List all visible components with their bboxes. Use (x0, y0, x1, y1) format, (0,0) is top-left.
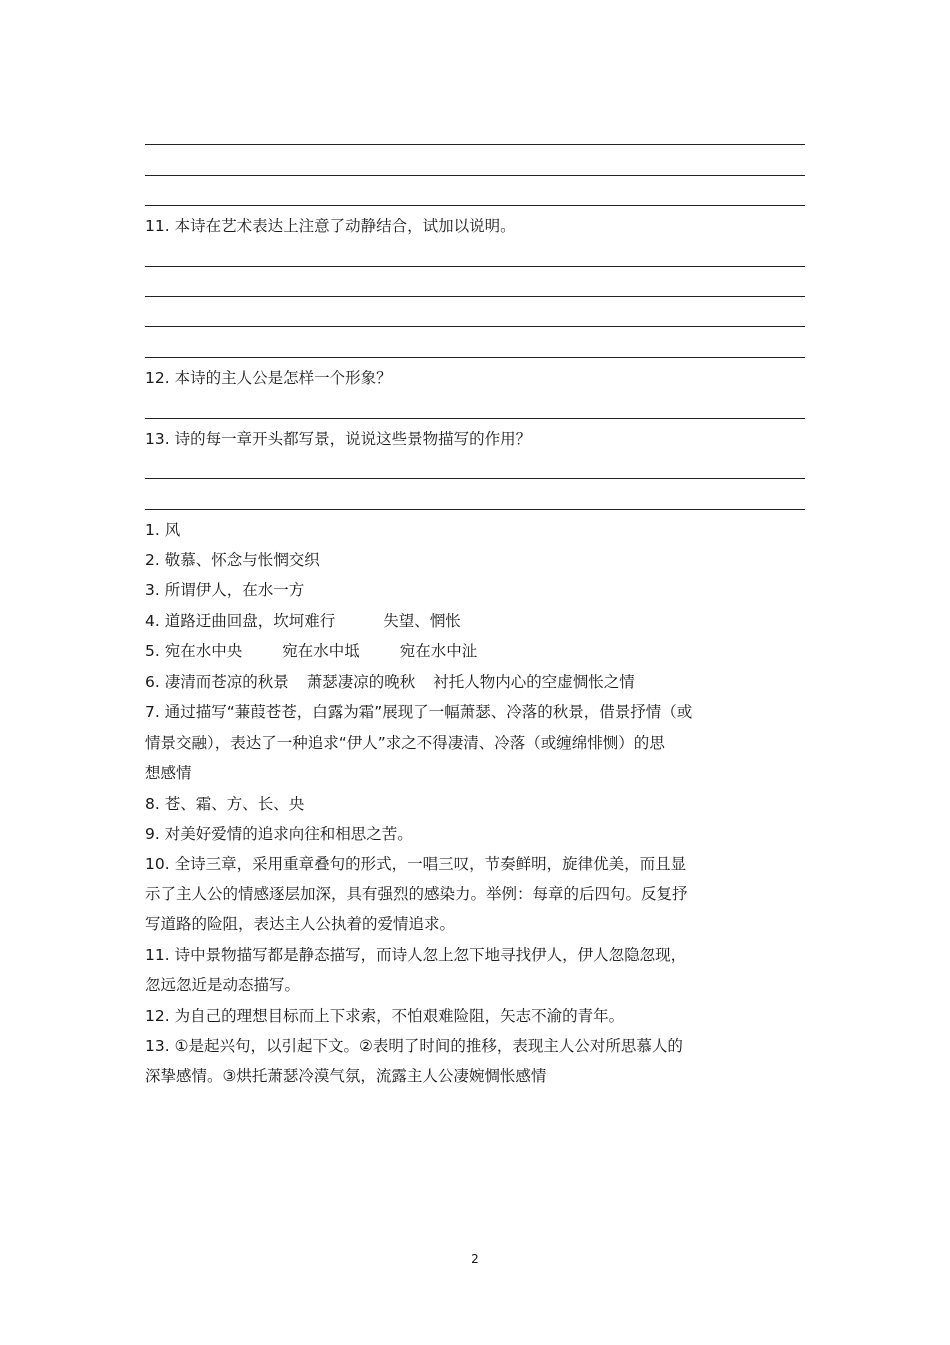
answer-line (145, 144, 805, 145)
answer-10-line-1: 10. 全诗三章，采用重章叠句的形式，一唱三叹，节奏鲜明，旋律优美，而且显 (145, 855, 687, 873)
answer-5-part-3: 宛在水中沚 (399, 642, 478, 660)
page-number: 2 (471, 1252, 479, 1266)
answer-5-part-2: 宛在水中坻 (282, 642, 360, 660)
answer-13-line-2: 深挚感情。③烘托萧瑟冷漠气氛，流露主人公凄婉惆怅感情 (145, 1067, 547, 1085)
answer-4-part-2: 失望、惘怅 (383, 612, 461, 630)
answer-7-line-2: 情景交融），表达了一种追求“伊人”求之不得凄清、冷落（或缠绵悱恻）的思 (145, 734, 665, 752)
answer-13-line-1: 13. ①是起兴句，以引起下文。②表明了时间的推移，表现主人公对所思慕人的 (145, 1037, 683, 1055)
answer-4 (145, 611, 461, 631)
answer-line (145, 418, 805, 419)
answer-3: 3. 所谓伊人，在水一方 (145, 581, 305, 599)
answer-11-line-2: 忽远忽近是动态描写。 (145, 976, 301, 994)
answer-9: 9. 对美好爱情的追求向往和相思之苦。 (145, 825, 413, 843)
answer-6-part-3: 衬托人物内心的空虚惆怅之情 (433, 673, 635, 691)
answer-1: 1. 风 (145, 521, 181, 539)
answer-10-line-2: 示了主人公的情感逐层加深，具有强烈的感染力。举例：每章的后四句。反复抒 (145, 885, 688, 903)
answer-7-line-3: 想感情 (145, 764, 192, 782)
answer-7-line-1: 7. 通过描写“蒹葭苍苍，白露为霜”展现了一幅萧瑟、冷落的秋景，借景抒情（或 (145, 703, 693, 721)
answer-2: 2. 敬慕、怀念与怅惘交织 (145, 551, 320, 569)
answer-11-line-1: 11. 诗中景物描写都是静态描写，而诗人忽上忽下地寻找伊人，伊人忽隐忽现， (145, 946, 687, 964)
answer-line (145, 478, 805, 479)
answer-6 (145, 672, 635, 692)
answer-line (145, 509, 805, 510)
answer-10-line-3: 写道路的险阻，表达主人公执着的爱情追求。 (145, 915, 456, 933)
answer-5 (145, 641, 477, 661)
answer-line (145, 326, 805, 327)
answer-12: 12. 为自己的理想目标而上下求索，不怕艰难险阻，矢志不渝的青年。 (145, 1007, 625, 1025)
answer-line (145, 296, 805, 297)
question-12: 12. 本诗的主人公是怎样一个形象？ (145, 369, 392, 387)
answer-line (145, 205, 805, 206)
answer-6-part-1: 6. 凄清而苍凉的秋景 (145, 673, 289, 691)
answer-line (145, 357, 805, 358)
answer-6-part-2: 萧瑟凄凉的晚秋 (306, 673, 416, 691)
answer-8: 8. 苍、霜、方、长、央 (145, 795, 305, 813)
question-13: 13. 诗的每一章开头都写景，说说这些景物描写的作用？ (145, 430, 532, 448)
answer-4-part-1: 4. 道路迂曲回盘，坎坷难行 (145, 612, 336, 630)
question-11: 11. 本诗在艺术表达上注意了动静结合，试加以说明。 (145, 217, 516, 235)
answer-5-part-1: 5. 宛在水中央 (145, 642, 243, 660)
answer-line (145, 175, 805, 176)
answer-line (145, 266, 805, 267)
